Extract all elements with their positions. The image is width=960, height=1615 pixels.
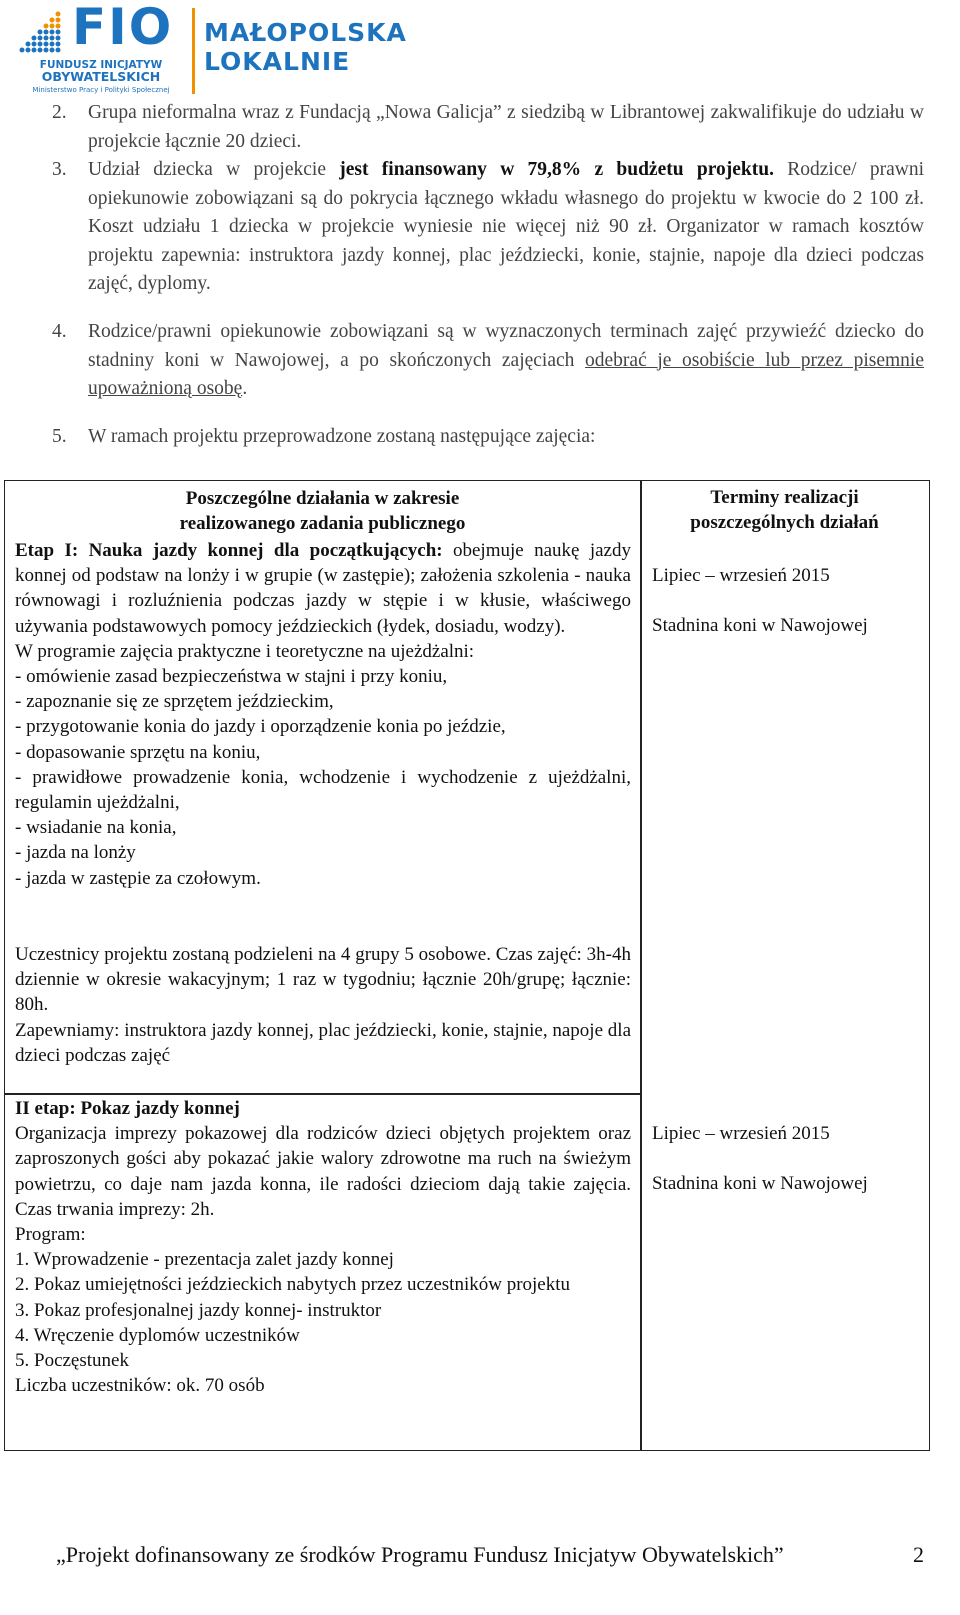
stage1-provide-text: Zapewniamy: instruktora jazdy konnej, plac jeździecki, konie, stajnie, napoje dla dzieci podczas zajęć	[15, 1019, 631, 1066]
table-row-divider	[5, 1093, 641, 1095]
stage1-term: Lipiec – wrzesień 2015	[652, 565, 830, 586]
footer-text: „Projekt dofinansowany ze środków Programu Fundusz Inicjatyw Obywatelskich”	[56, 1542, 784, 1567]
stage2-description	[15, 1096, 631, 1398]
list-item: 3. Pokaz profesjonalnej jazdy konnej- instruktor	[15, 1299, 382, 1321]
fio-subtitle-line2: OBYWATELSKICH	[41, 69, 161, 84]
col1-header	[5, 486, 640, 536]
paragraph-3-text-b: Rodzice/ prawni opiekunowie zobowiązani są do pokrycia łącznego wkładu własnego do projektu w kwocie do 2 100 zł. Koszt udziału 1 dziecka w projekcie wyniesie nie więcej niż 90 zł. Organizator w ramach kosztów projektu zapewnia: instruktora jazdy konnej, plac jeździecki, konie, stajnie, napoje dla dzieci podczas zajęć, dyplomy.	[88, 159, 924, 294]
paragraph-number: 4.	[52, 321, 67, 342]
malopolska-logo	[204, 18, 407, 76]
paragraph-number: 5.	[52, 426, 67, 447]
ministry-caption: Ministerstwo Pracy i Polityki Społecznej	[32, 86, 170, 94]
page-number: 2	[913, 1542, 924, 1567]
paragraph-number: 2.	[52, 102, 67, 123]
fio-dots-icon	[18, 10, 66, 54]
paragraph-4-text-b: .	[242, 378, 248, 399]
list-item: - przygotowanie konia do jazdy i oporządzenie konia po jeździe,	[15, 716, 506, 738]
paragraph-5: W ramach projektu przeprowadzone zostaną następujące zajęcia:	[88, 426, 596, 447]
stage1-groups-text: Uczestnicy projektu zostaną podzieleni na 4 grupy 5 osobowe. Czas zajęć: 3h-4h dziennie w okresie wakacyjnym; 1 raz w tygodniu; łącznie 20h/grupę; łącznie: 80h.	[15, 944, 631, 1016]
col1-header-line2: realizowanego zadania publicznego	[179, 513, 466, 535]
list-item: - prawidłowe prowadzenie konia, wchodzenie i wychodzenie z ujeżdżalni, regulamin ujeżdżalni,	[15, 766, 631, 814]
list-item: - wsiadanie na konia,	[15, 817, 177, 839]
stage2-term: Lipiec – wrzesień 2015	[652, 1123, 830, 1144]
paragraph-3	[88, 156, 924, 299]
table-column-divider	[640, 481, 642, 1450]
paragraph-4	[88, 318, 924, 404]
list-item: 2. Pokaz umiejętności jeździeckich nabytych przez uczestników projektu	[15, 1274, 571, 1296]
fio-subtitle-line1: FUNDUSZ INICJATYW	[39, 59, 163, 71]
header-logos	[14, 0, 414, 96]
list-item: 4. Wręczenie dyplomów uczestników	[15, 1324, 300, 1346]
stage2-place: Stadnina koni w Nawojowej	[652, 1173, 868, 1194]
stage1-groups	[15, 942, 631, 1068]
list-item: 5. Poczęstunek	[15, 1350, 129, 1372]
list-item: - jazda na lonży	[15, 842, 136, 864]
stage1-description	[15, 538, 631, 891]
stage2-program-label: Program:	[15, 1224, 86, 1246]
logo-divider	[192, 8, 195, 94]
paragraph-3-bold: jest finansowany w 79,8% z budżetu projektu.	[339, 159, 774, 180]
fio-logo-text: FIO	[72, 0, 174, 56]
paragraph-4-text-a: Rodzice/prawni opiekunowie zobowiązani są w wyznaczonych terminach zajęć przywieźć dziecko do stadniny koni w Nawojowej, a po skończonych zajęciach	[88, 321, 924, 371]
malopolska-line2: LOKALNIE	[204, 47, 351, 76]
stage2-participants: Liczba uczestników: ok. 70 osób	[15, 1375, 265, 1397]
col2-header-line1: Terminy realizacji	[710, 487, 859, 508]
page-footer	[56, 1540, 936, 1570]
paragraph-4-underlined: odebrać je osobiście lub przez pisemnie upoważnioną osobę	[88, 349, 924, 399]
fio-subtitle	[16, 59, 186, 83]
paragraph-3-text-a: Udział dziecka w projekcie	[88, 159, 340, 180]
stage2-title: II etap: Pokaz jazdy konnej	[15, 1098, 240, 1119]
list-item: 1. Wprowadzenie - prezentacja zalet jazdy konnej	[15, 1249, 394, 1271]
list-item: - jazda w zastępie za czołowym.	[15, 867, 261, 889]
stage1-title: Etap I: Nauka jazdy konnej dla początkujących:	[15, 540, 443, 561]
activities-table	[4, 480, 930, 1451]
col1-header-line1: Poszczególne działania w zakresie	[185, 488, 460, 509]
list-item: - zapoznanie się ze sprzętem jeździeckim,	[15, 691, 334, 713]
list-item: - omówienie zasad bezpieczeństwa w stajni i przy koniu,	[15, 666, 448, 688]
malopolska-line1: MAŁOPOLSKA	[204, 18, 407, 47]
stage1-program-intro: W programie zajęcia praktyczne i teoretyczne na ujeżdżalni:	[15, 640, 475, 662]
col2-header	[642, 485, 927, 535]
stage1-intro: obejmuje naukę jazdy konnej od podstaw na lonży i w grupie (w zastępie); założenia szkolenia - nauka równowagi i rozluźnienia podczas jazdy w stępie i w kłusie, właściwego używania podstawowych pomocy jeździeckich (łydek, dosiadu, wodzy).	[15, 540, 631, 637]
stage1-place: Stadnina koni w Nawojowej	[652, 615, 868, 636]
col2-header-line2: poszczególnych działań	[690, 512, 879, 534]
paragraph-number: 3.	[52, 159, 67, 180]
list-item: - dopasowanie sprzętu na koniu,	[15, 741, 261, 763]
stage2-intro: Organizacja imprezy pokazowej dla rodziców dzieci objętych projektem oraz zaproszonych gości aby pokazać jakie walory zdrowotne ma ruch na świeżym powietrzu, co daje nam jazda konna, ile radości dzieciom dają takie zajęcia. Czas trwania imprezy: 2h.	[15, 1123, 631, 1220]
paragraph-2: Grupa nieformalna wraz z Fundacją „Nowa Galicja” z siedzibą w Librantowej zakwalifikuje do udziału w projekcie łącznie 20 dzieci.	[88, 102, 924, 152]
